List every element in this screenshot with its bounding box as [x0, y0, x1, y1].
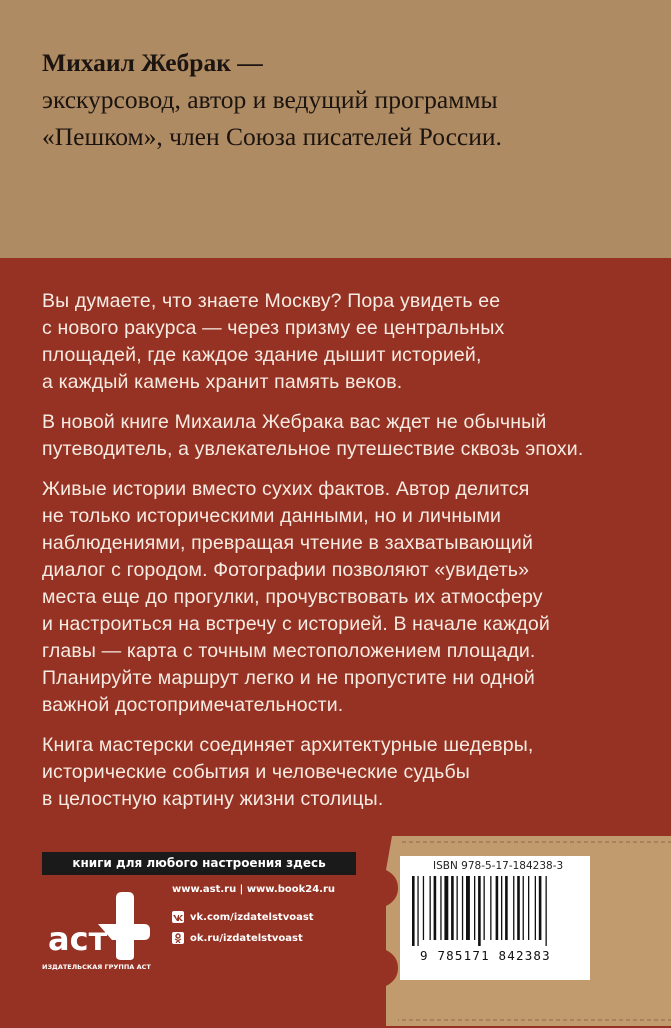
barcode-bar — [462, 876, 463, 940]
barcode-bar — [484, 876, 485, 940]
description-paragraph — [42, 732, 652, 813]
vk-link-text: vk.com/izdatelstvoast — [190, 911, 314, 923]
ok-link-text: ok.ru/izdatelstvoast — [190, 932, 303, 944]
description-line: важной достопримечательности. — [42, 694, 344, 716]
publisher-logo-text: аст — [48, 920, 108, 958]
barcode-bar — [523, 876, 524, 940]
book-description — [42, 288, 652, 826]
barcode-bars — [412, 876, 578, 946]
barcode-bar — [430, 876, 431, 940]
barcode-bar — [451, 876, 454, 940]
description-line: а каждый камень хранит память веков. — [42, 371, 403, 393]
barcode-bar — [423, 876, 424, 940]
description-paragraph — [42, 288, 652, 396]
barcode-bar — [440, 876, 441, 940]
description-line: не только историческими данными, но и личными — [42, 505, 502, 527]
publisher-caption: ИЗДАТЕЛЬСКАЯ ГРУППА АСТ — [42, 963, 151, 971]
barcode-bar — [535, 876, 536, 940]
description-line: в целостную картину жизни столицы. — [42, 788, 384, 810]
barcode-bar — [539, 876, 542, 940]
description-line: площадей, где каждое здание дышит историей, — [42, 344, 482, 366]
barcode-bar — [434, 876, 437, 940]
description-line: наблюдениями, превращая чтение в захватывающий — [42, 532, 534, 554]
description-line: Планируйте маршрут легко и не пропустите ни одной — [42, 667, 535, 689]
author-name: Михаил Жебрак — — [42, 48, 263, 77]
publisher-logo — [42, 890, 152, 980]
description-line: главы — карта с точным местоположением площади. — [42, 640, 536, 662]
barcode-bar — [501, 876, 502, 940]
author-description-line: экскурсовод, автор и ведущий программы — [42, 85, 498, 114]
author-block — [42, 44, 642, 155]
ok-icon — [172, 932, 184, 944]
ok-link[interactable] — [172, 932, 303, 944]
description-line: диалог с городом. Фотографии позволяют «увидеть» — [42, 559, 530, 581]
barcode-bar — [505, 876, 508, 940]
description-line: и настроиться на встречу с историей. В начале каждой — [42, 613, 550, 635]
description-line: Вы думаете, что знаете Москву? Пора увидеть ее — [42, 290, 501, 312]
website-links[interactable]: www.ast.ru | www.book24.ru — [172, 884, 336, 895]
barcode-bar — [496, 876, 499, 940]
barcode-bar — [546, 876, 547, 946]
barcode-bar — [528, 876, 529, 940]
isbn-digits: 9 785171 842383 — [420, 948, 551, 963]
description-line: Живые истории вместо сухих фактов. Автор делится — [42, 478, 530, 500]
vk-link[interactable] — [172, 911, 314, 923]
barcode-bar — [417, 876, 418, 946]
barcode-bar — [412, 876, 415, 946]
barcode-bar — [490, 876, 491, 940]
description-line: исторические события и человеческие судьбы — [42, 761, 470, 783]
description-line: места еще до прогулки, прочувствовать их атмосферу — [42, 586, 543, 608]
vk-icon — [172, 911, 184, 923]
author-band — [0, 0, 671, 258]
description-paragraph — [42, 476, 652, 719]
barcode-bar — [457, 876, 458, 940]
isbn-label: ISBN 978-5-17-184238-3 — [433, 860, 564, 872]
slogan-text: книги для любого настроения здесь — [72, 856, 326, 870]
barcode-box — [400, 856, 590, 980]
description-line: Книга мастерски соединяет архитектурные шедевры, — [42, 734, 534, 756]
description-line: с нового ракурса — через призму ее центральных — [42, 317, 505, 339]
barcode-bar — [444, 876, 448, 940]
publisher-logo-icon — [42, 890, 152, 962]
barcode-bar — [474, 876, 475, 940]
description-line: путеводитель, а увлекательное путешествие сквозь эпохи. — [42, 438, 584, 460]
author-description-line: «Пешком», член Союза писателей России. — [42, 122, 502, 151]
barcode-bar — [513, 876, 514, 940]
barcode-bar — [478, 876, 481, 946]
barcode-bar — [466, 876, 470, 940]
slogan-bar — [42, 852, 356, 875]
description-paragraph — [42, 409, 652, 463]
description-line: В новой книге Михаила Жебрака вас ждет не обычный — [42, 411, 547, 433]
barcode-bar — [517, 876, 520, 940]
